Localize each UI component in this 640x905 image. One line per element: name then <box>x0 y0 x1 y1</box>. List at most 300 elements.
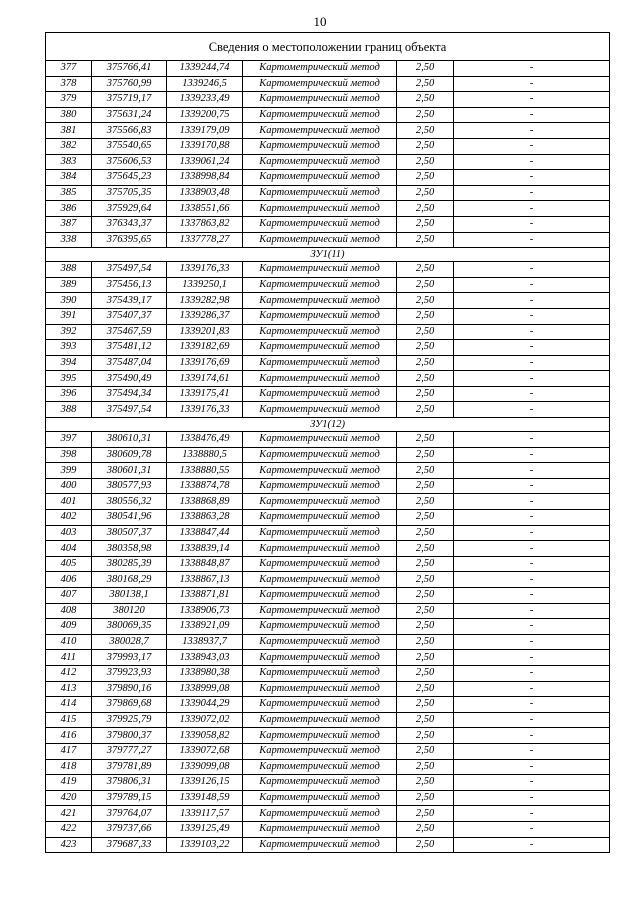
y-coordinate-cell: 1338839,14 <box>167 541 243 557</box>
method-cell: Картометрический метод <box>243 123 397 139</box>
note-cell: - <box>454 510 610 526</box>
accuracy-cell: 2,50 <box>397 588 454 604</box>
x-coordinate-cell: 375490,49 <box>92 371 167 387</box>
accuracy-cell: 2,50 <box>397 806 454 822</box>
note-cell: - <box>454 759 610 775</box>
method-cell: Картометрический метод <box>243 232 397 248</box>
point-number-cell: 399 <box>46 463 92 479</box>
x-coordinate-cell: 380541,96 <box>92 510 167 526</box>
y-coordinate-cell: 1339099,08 <box>167 759 243 775</box>
table-row <box>46 634 610 650</box>
table-row <box>46 107 610 123</box>
point-number-cell: 418 <box>46 759 92 775</box>
point-number-cell: 379 <box>46 92 92 108</box>
x-coordinate-cell: 375487,04 <box>92 355 167 371</box>
x-coordinate-cell: 379890,16 <box>92 681 167 697</box>
table-row <box>46 510 610 526</box>
x-coordinate-cell: 379764,07 <box>92 806 167 822</box>
accuracy-cell: 2,50 <box>397 775 454 791</box>
x-coordinate-cell: 379789,15 <box>92 790 167 806</box>
x-coordinate-cell: 375760,99 <box>92 76 167 92</box>
point-number-cell: 408 <box>46 603 92 619</box>
y-coordinate-cell: 1338871,81 <box>167 588 243 604</box>
method-cell: Картометрический метод <box>243 107 397 123</box>
note-cell: - <box>454 634 610 650</box>
table-row <box>46 308 610 324</box>
x-coordinate-cell: 375645,23 <box>92 170 167 186</box>
point-number-cell: 405 <box>46 556 92 572</box>
accuracy-cell: 2,50 <box>397 277 454 293</box>
note-cell: - <box>454 185 610 201</box>
table-row <box>46 650 610 666</box>
accuracy-cell: 2,50 <box>397 107 454 123</box>
table-row <box>46 525 610 541</box>
method-cell: Картометрический метод <box>243 650 397 666</box>
table-row <box>46 355 610 371</box>
method-cell: Картометрический метод <box>243 402 397 418</box>
note-cell: - <box>454 525 610 541</box>
point-number-cell: 406 <box>46 572 92 588</box>
y-coordinate-cell: 1338906,73 <box>167 603 243 619</box>
x-coordinate-cell: 380069,35 <box>92 619 167 635</box>
table-row <box>46 775 610 791</box>
y-coordinate-cell: 1338980,38 <box>167 665 243 681</box>
table-row <box>46 712 610 728</box>
method-cell: Картометрический метод <box>243 665 397 681</box>
y-coordinate-cell: 1339175,41 <box>167 386 243 402</box>
y-coordinate-cell: 1338476,49 <box>167 432 243 448</box>
x-coordinate-cell: 375456,13 <box>92 277 167 293</box>
point-number-cell: 387 <box>46 216 92 232</box>
table-row <box>46 262 610 278</box>
x-coordinate-cell: 379923,93 <box>92 665 167 681</box>
note-cell: - <box>454 603 610 619</box>
x-coordinate-cell: 380601,31 <box>92 463 167 479</box>
x-coordinate-cell: 376395,65 <box>92 232 167 248</box>
y-coordinate-cell: 1339182,69 <box>167 340 243 356</box>
method-cell: Картометрический метод <box>243 525 397 541</box>
x-coordinate-cell: 379781,89 <box>92 759 167 775</box>
table-row <box>46 154 610 170</box>
point-number-cell: 394 <box>46 355 92 371</box>
point-number-cell: 338 <box>46 232 92 248</box>
point-number-cell: 388 <box>46 402 92 418</box>
method-cell: Картометрический метод <box>243 76 397 92</box>
y-coordinate-cell: 1339176,33 <box>167 262 243 278</box>
x-coordinate-cell: 380028,7 <box>92 634 167 650</box>
point-number-cell: 415 <box>46 712 92 728</box>
y-coordinate-cell: 1339061,24 <box>167 154 243 170</box>
table-title-row <box>46 33 610 61</box>
table-row <box>46 216 610 232</box>
table-body <box>46 33 610 853</box>
note-cell: - <box>454 806 610 822</box>
point-number-cell: 417 <box>46 743 92 759</box>
note-cell: - <box>454 728 610 744</box>
method-cell: Картометрический метод <box>243 154 397 170</box>
y-coordinate-cell: 1339126,15 <box>167 775 243 791</box>
y-coordinate-cell: 1339176,69 <box>167 355 243 371</box>
point-number-cell: 402 <box>46 510 92 526</box>
y-coordinate-cell: 1339174,61 <box>167 371 243 387</box>
method-cell: Картометрический метод <box>243 681 397 697</box>
table-row <box>46 588 610 604</box>
x-coordinate-cell: 379993,17 <box>92 650 167 666</box>
section-row <box>46 418 610 432</box>
note-cell: - <box>454 556 610 572</box>
note-cell: - <box>454 277 610 293</box>
note-cell: - <box>454 216 610 232</box>
y-coordinate-cell: 1338880,5 <box>167 447 243 463</box>
method-cell: Картометрический метод <box>243 759 397 775</box>
x-coordinate-cell: 379925,79 <box>92 712 167 728</box>
table-row <box>46 556 610 572</box>
point-number-cell: 381 <box>46 123 92 139</box>
accuracy-cell: 2,50 <box>397 619 454 635</box>
table-row <box>46 603 610 619</box>
x-coordinate-cell: 375929,64 <box>92 201 167 217</box>
note-cell: - <box>454 494 610 510</box>
page-number: 10 <box>313 14 327 29</box>
boundary-coordinates-sheet <box>45 32 609 853</box>
table-row <box>46 340 610 356</box>
x-coordinate-cell: 375566,83 <box>92 123 167 139</box>
method-cell: Картометрический метод <box>243 293 397 309</box>
y-coordinate-cell: 1338847,44 <box>167 525 243 541</box>
y-coordinate-cell: 1339244,74 <box>167 61 243 77</box>
x-coordinate-cell: 375631,24 <box>92 107 167 123</box>
x-coordinate-cell: 380577,93 <box>92 478 167 494</box>
point-number-cell: 380 <box>46 107 92 123</box>
accuracy-cell: 2,50 <box>397 340 454 356</box>
table-title: Сведения о местоположении границ объекта <box>46 33 610 61</box>
y-coordinate-cell: 1339282,98 <box>167 293 243 309</box>
note-cell: - <box>454 463 610 479</box>
note-cell: - <box>454 432 610 448</box>
x-coordinate-cell: 375439,17 <box>92 293 167 309</box>
method-cell: Картометрический метод <box>243 61 397 77</box>
accuracy-cell: 2,50 <box>397 324 454 340</box>
point-number-cell: 416 <box>46 728 92 744</box>
method-cell: Картометрический метод <box>243 308 397 324</box>
x-coordinate-cell: 380507,37 <box>92 525 167 541</box>
y-coordinate-cell: 1338551,66 <box>167 201 243 217</box>
x-coordinate-cell: 380120 <box>92 603 167 619</box>
accuracy-cell: 2,50 <box>397 92 454 108</box>
point-number-cell: 384 <box>46 170 92 186</box>
table-row <box>46 123 610 139</box>
note-cell: - <box>454 293 610 309</box>
y-coordinate-cell: 1339250,1 <box>167 277 243 293</box>
note-cell: - <box>454 355 610 371</box>
table-row <box>46 76 610 92</box>
accuracy-cell: 2,50 <box>397 556 454 572</box>
point-number-cell: 388 <box>46 262 92 278</box>
accuracy-cell: 2,50 <box>397 138 454 154</box>
x-coordinate-cell: 380168,29 <box>92 572 167 588</box>
note-cell: - <box>454 775 610 791</box>
section-label: ЗУ1(11) <box>46 248 610 262</box>
method-cell: Картометрический метод <box>243 340 397 356</box>
table-row <box>46 277 610 293</box>
x-coordinate-cell: 375494,34 <box>92 386 167 402</box>
note-cell: - <box>454 262 610 278</box>
note-cell: - <box>454 478 610 494</box>
table-row <box>46 447 610 463</box>
table-row <box>46 541 610 557</box>
table-row <box>46 170 610 186</box>
y-coordinate-cell: 1339072,68 <box>167 743 243 759</box>
note-cell: - <box>454 541 610 557</box>
x-coordinate-cell: 380610,31 <box>92 432 167 448</box>
note-cell: - <box>454 123 610 139</box>
table-row <box>46 92 610 108</box>
accuracy-cell: 2,50 <box>397 216 454 232</box>
note-cell: - <box>454 92 610 108</box>
note-cell: - <box>454 324 610 340</box>
y-coordinate-cell: 1337778,27 <box>167 232 243 248</box>
point-number-cell: 423 <box>46 837 92 853</box>
method-cell: Картометрический метод <box>243 478 397 494</box>
accuracy-cell: 2,50 <box>397 790 454 806</box>
x-coordinate-cell: 375606,53 <box>92 154 167 170</box>
method-cell: Картометрический метод <box>243 371 397 387</box>
accuracy-cell: 2,50 <box>397 712 454 728</box>
method-cell: Картометрический метод <box>243 775 397 791</box>
accuracy-cell: 2,50 <box>397 821 454 837</box>
accuracy-cell: 2,50 <box>397 61 454 77</box>
accuracy-cell: 2,50 <box>397 572 454 588</box>
method-cell: Картометрический метод <box>243 185 397 201</box>
note-cell: - <box>454 308 610 324</box>
note-cell: - <box>454 402 610 418</box>
point-number-cell: 409 <box>46 619 92 635</box>
note-cell: - <box>454 681 610 697</box>
accuracy-cell: 2,50 <box>397 185 454 201</box>
accuracy-cell: 2,50 <box>397 386 454 402</box>
x-coordinate-cell: 380358,98 <box>92 541 167 557</box>
point-number-cell: 398 <box>46 447 92 463</box>
accuracy-cell: 2,50 <box>397 728 454 744</box>
table-row <box>46 665 610 681</box>
point-number-cell: 396 <box>46 386 92 402</box>
x-coordinate-cell: 380138,1 <box>92 588 167 604</box>
accuracy-cell: 2,50 <box>397 355 454 371</box>
table-row <box>46 572 610 588</box>
method-cell: Картометрический метод <box>243 463 397 479</box>
accuracy-cell: 2,50 <box>397 170 454 186</box>
x-coordinate-cell: 375481,12 <box>92 340 167 356</box>
y-coordinate-cell: 1338999,08 <box>167 681 243 697</box>
x-coordinate-cell: 379806,31 <box>92 775 167 791</box>
note-cell: - <box>454 76 610 92</box>
table-row <box>46 463 610 479</box>
y-coordinate-cell: 1338921,09 <box>167 619 243 635</box>
y-coordinate-cell: 1338998,84 <box>167 170 243 186</box>
method-cell: Картометрический метод <box>243 728 397 744</box>
accuracy-cell: 2,50 <box>397 371 454 387</box>
note-cell: - <box>454 837 610 853</box>
point-number-cell: 401 <box>46 494 92 510</box>
note-cell: - <box>454 386 610 402</box>
point-number-cell: 382 <box>46 138 92 154</box>
accuracy-cell: 2,50 <box>397 759 454 775</box>
y-coordinate-cell: 1338868,89 <box>167 494 243 510</box>
note-cell: - <box>454 232 610 248</box>
x-coordinate-cell: 380609,78 <box>92 447 167 463</box>
table-row <box>46 201 610 217</box>
note-cell: - <box>454 588 610 604</box>
method-cell: Картометрический метод <box>243 821 397 837</box>
table-row <box>46 138 610 154</box>
note-cell: - <box>454 665 610 681</box>
point-number-cell: 413 <box>46 681 92 697</box>
point-number-cell: 400 <box>46 478 92 494</box>
y-coordinate-cell: 1338903,48 <box>167 185 243 201</box>
y-coordinate-cell: 1339044,29 <box>167 697 243 713</box>
method-cell: Картометрический метод <box>243 201 397 217</box>
method-cell: Картометрический метод <box>243 619 397 635</box>
note-cell: - <box>454 138 610 154</box>
note-cell: - <box>454 154 610 170</box>
note-cell: - <box>454 697 610 713</box>
y-coordinate-cell: 1339233,49 <box>167 92 243 108</box>
accuracy-cell: 2,50 <box>397 262 454 278</box>
point-number-cell: 377 <box>46 61 92 77</box>
x-coordinate-cell: 375407,37 <box>92 308 167 324</box>
table-row <box>46 697 610 713</box>
accuracy-cell: 2,50 <box>397 76 454 92</box>
method-cell: Картометрический метод <box>243 324 397 340</box>
point-number-cell: 389 <box>46 277 92 293</box>
y-coordinate-cell: 1339179,09 <box>167 123 243 139</box>
accuracy-cell: 2,50 <box>397 634 454 650</box>
method-cell: Картометрический метод <box>243 837 397 853</box>
section-row <box>46 248 610 262</box>
x-coordinate-cell: 375497,54 <box>92 262 167 278</box>
note-cell: - <box>454 712 610 728</box>
table-row <box>46 432 610 448</box>
x-coordinate-cell: 375766,41 <box>92 61 167 77</box>
y-coordinate-cell: 1339072,02 <box>167 712 243 728</box>
method-cell: Картометрический метод <box>243 603 397 619</box>
accuracy-cell: 2,50 <box>397 432 454 448</box>
accuracy-cell: 2,50 <box>397 743 454 759</box>
y-coordinate-cell: 1339170,88 <box>167 138 243 154</box>
table-row <box>46 371 610 387</box>
point-number-cell: 404 <box>46 541 92 557</box>
table-row <box>46 743 610 759</box>
y-coordinate-cell: 1338848,87 <box>167 556 243 572</box>
method-cell: Картометрический метод <box>243 494 397 510</box>
method-cell: Картометрический метод <box>243 634 397 650</box>
point-number-cell: 422 <box>46 821 92 837</box>
x-coordinate-cell: 379777,27 <box>92 743 167 759</box>
method-cell: Картометрический метод <box>243 743 397 759</box>
y-coordinate-cell: 1339246,5 <box>167 76 243 92</box>
accuracy-cell: 2,50 <box>397 837 454 853</box>
point-number-cell: 391 <box>46 308 92 324</box>
table-row <box>46 386 610 402</box>
accuracy-cell: 2,50 <box>397 541 454 557</box>
point-number-cell: 395 <box>46 371 92 387</box>
method-cell: Картометрический метод <box>243 216 397 232</box>
x-coordinate-cell: 375540,65 <box>92 138 167 154</box>
accuracy-cell: 2,50 <box>397 308 454 324</box>
point-number-cell: 390 <box>46 293 92 309</box>
point-number-cell: 403 <box>46 525 92 541</box>
method-cell: Картометрический метод <box>243 572 397 588</box>
y-coordinate-cell: 1339176,33 <box>167 402 243 418</box>
point-number-cell: 411 <box>46 650 92 666</box>
accuracy-cell: 2,50 <box>397 681 454 697</box>
table-row <box>46 232 610 248</box>
note-cell: - <box>454 650 610 666</box>
accuracy-cell: 2,50 <box>397 494 454 510</box>
y-coordinate-cell: 1338937,7 <box>167 634 243 650</box>
note-cell: - <box>454 170 610 186</box>
point-number-cell: 385 <box>46 185 92 201</box>
point-number-cell: 414 <box>46 697 92 713</box>
x-coordinate-cell: 375705,35 <box>92 185 167 201</box>
method-cell: Картометрический метод <box>243 92 397 108</box>
table-row <box>46 837 610 853</box>
y-coordinate-cell: 1339148,59 <box>167 790 243 806</box>
x-coordinate-cell: 375719,17 <box>92 92 167 108</box>
accuracy-cell: 2,50 <box>397 510 454 526</box>
note-cell: - <box>454 572 610 588</box>
table-row <box>46 806 610 822</box>
method-cell: Картометрический метод <box>243 588 397 604</box>
method-cell: Картометрический метод <box>243 712 397 728</box>
x-coordinate-cell: 380556,32 <box>92 494 167 510</box>
method-cell: Картометрический метод <box>243 697 397 713</box>
point-number-cell: 383 <box>46 154 92 170</box>
y-coordinate-cell: 1338863,28 <box>167 510 243 526</box>
point-number-cell: 420 <box>46 790 92 806</box>
table-row <box>46 728 610 744</box>
table-row <box>46 619 610 635</box>
x-coordinate-cell: 379687,33 <box>92 837 167 853</box>
note-cell: - <box>454 619 610 635</box>
method-cell: Картометрический метод <box>243 541 397 557</box>
accuracy-cell: 2,50 <box>397 463 454 479</box>
point-number-cell: 412 <box>46 665 92 681</box>
note-cell: - <box>454 743 610 759</box>
y-coordinate-cell: 1339103,22 <box>167 837 243 853</box>
table-row <box>46 185 610 201</box>
table-row <box>46 494 610 510</box>
accuracy-cell: 2,50 <box>397 201 454 217</box>
accuracy-cell: 2,50 <box>397 402 454 418</box>
x-coordinate-cell: 379869,68 <box>92 697 167 713</box>
boundary-coordinates-table <box>45 32 610 853</box>
table-row <box>46 821 610 837</box>
x-coordinate-cell: 379800,37 <box>92 728 167 744</box>
y-coordinate-cell: 1338943,03 <box>167 650 243 666</box>
y-coordinate-cell: 1338867,13 <box>167 572 243 588</box>
method-cell: Картометрический метод <box>243 355 397 371</box>
y-coordinate-cell: 1337863,82 <box>167 216 243 232</box>
accuracy-cell: 2,50 <box>397 665 454 681</box>
y-coordinate-cell: 1339058,82 <box>167 728 243 744</box>
method-cell: Картометрический метод <box>243 170 397 186</box>
method-cell: Картометрический метод <box>243 432 397 448</box>
table-row <box>46 293 610 309</box>
point-number-cell: 397 <box>46 432 92 448</box>
x-coordinate-cell: 375497,54 <box>92 402 167 418</box>
point-number-cell: 378 <box>46 76 92 92</box>
